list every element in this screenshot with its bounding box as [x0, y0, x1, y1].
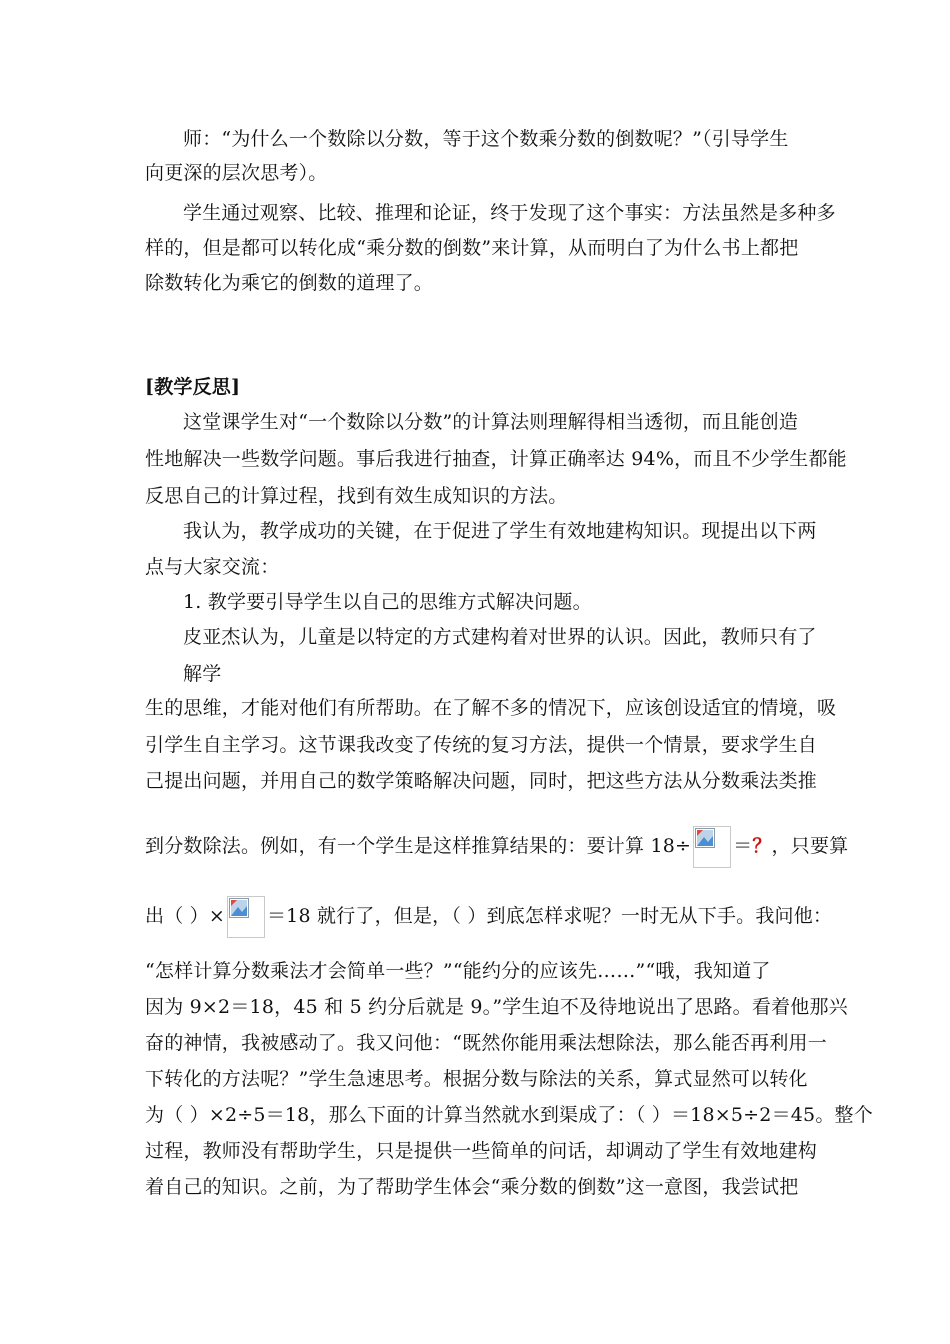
paragraph-line: 学生通过观察、比较、推理和论证，终于发现了这个事实：方法虽然是多种多: [183, 202, 836, 224]
paragraph-line: 点与大家交流：: [145, 556, 280, 578]
paragraph-line: 己提出问题，并用自己的数学策略解决问题，同时，把这些方法从分数乘法类推: [145, 770, 818, 792]
paragraph-line: 我认为，教学成功的关键，在于促进了学生有效地建构知识。现提出以下两: [183, 520, 817, 542]
paragraph-line: 解学: [183, 663, 222, 685]
paragraph-line: “怎样计算分数乘法才会简单一些？”“能约分的应该先……”“哦，我知道了: [145, 960, 771, 982]
paragraph-line: 样的，但是都可以转化成“乘分数的倒数”来计算，从而明白了为什么书上都把: [145, 237, 799, 259]
paragraph-text: ＝: [733, 835, 753, 857]
paragraph-line: 为（ ）×2÷5＝18，那么下面的计算当然就水到渠成了：（ ）＝18×5÷2＝45。整个: [145, 1104, 873, 1126]
paragraph-line: 着自己的知识。之前，为了帮助学生体会“乘分数的倒数”这一意图，我尝试把: [145, 1176, 799, 1198]
paragraph-text: 到分数除法。例如，有一个学生是这样推算结果的：要计算 18÷: [145, 835, 692, 857]
paragraph-line: 除数转化为乘它的倒数的道理了。: [145, 272, 434, 294]
broken-image-icon: [227, 896, 265, 938]
paragraph-line: 引学生自主学习。这节课我改变了传统的复习方法，提供一个情景，要求学生自: [145, 734, 818, 756]
paragraph-line: 反思自己的计算过程，找到有效生成知识的方法。: [145, 485, 568, 507]
paragraph-text: 出（ ）×: [145, 905, 225, 927]
paragraph-line-with-image: [145, 896, 832, 938]
paragraph-line: 这堂课学生对“一个数除以分数”的计算法则理解得相当透彻，而且能创造: [183, 411, 799, 433]
paragraph-line: 过程，教师没有帮助学生，只是提供一些简单的问话，却调动了学生有效地建构: [145, 1140, 818, 1162]
paragraph-line: 向更深的层次思考）。: [145, 162, 328, 184]
section-heading: [教学反思]: [145, 376, 241, 398]
list-item: 1. 教学要引导学生以自己的思维方式解决问题。: [183, 591, 592, 613]
paragraph-text: ，只要算: [771, 835, 849, 857]
paragraph-line: 因为 9×2＝18，45 和 5 约分后就是 9。”学生迫不及待地说出了思路。看着他那兴: [145, 996, 848, 1018]
paragraph-line: 师：“为什么一个数除以分数，等于这个数乘分数的倒数呢？”（引导学生: [183, 128, 789, 150]
broken-image-icon: [693, 826, 731, 868]
paragraph-line: 生的思维，才能对他们有所帮助。在了解不多的情况下，应该创设适宜的情境，吸: [145, 697, 837, 719]
paragraph-line: 下转化的方法呢？”学生急速思考。根据分数与除法的关系，算式显然可以转化: [145, 1068, 808, 1090]
paragraph-line-with-image: [145, 826, 848, 868]
question-mark: ？: [752, 835, 772, 857]
paragraph-line: 性地解决一些数学问题。事后我进行抽查，计算正确率达 94%，而且不少学生都能: [145, 448, 847, 470]
paragraph-line: 皮亚杰认为，儿童是以特定的方式建构着对世界的认识。因此，教师只有了: [183, 626, 817, 648]
paragraph-text: ＝18 就行了，但是，（ ）到底怎样求呢？一时无从下手。我问他：: [266, 905, 833, 927]
paragraph-line: 奋的神情，我被感动了。我又问他：“既然你能用乘法想除法，那么能否再利用一: [145, 1032, 827, 1054]
